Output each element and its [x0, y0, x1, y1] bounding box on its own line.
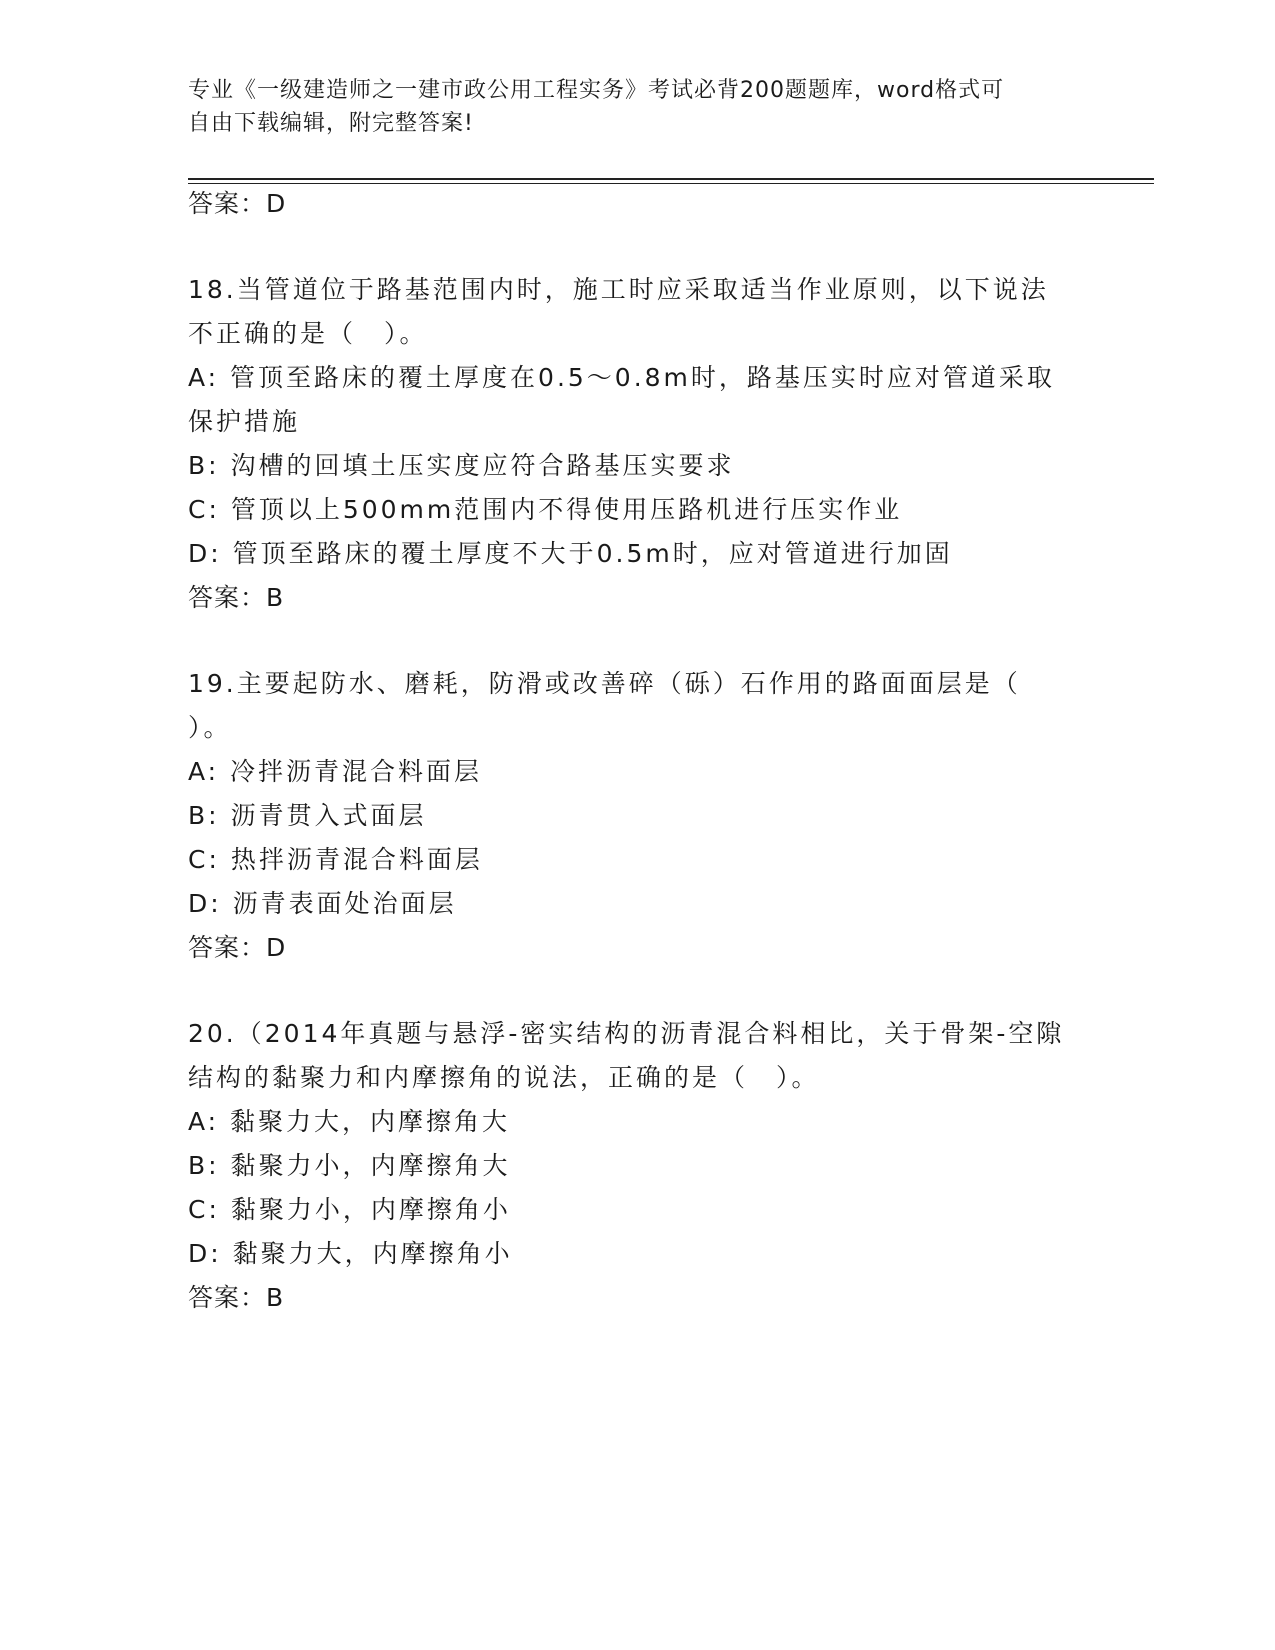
header-line-1: 专业《一级建造师之一建市政公用工程实务》考试必背200题题库，word格式可: [188, 78, 1005, 103]
q20-option-c: C: 黏聚力小，内摩擦角小: [188, 1195, 511, 1224]
q18-option-c: C: 管顶以上500mm范围内不得使用压路机进行压实作业: [188, 495, 903, 524]
q19-answer: 答案：D: [188, 933, 287, 962]
q19-option-d: D: 沥青表面处治面层: [188, 889, 457, 918]
q19-stem-line-1: 19.主要起防水、磨耗，防滑或改善碎（砾）石作用的路面面层是（: [188, 669, 1021, 698]
page-header: [188, 74, 1068, 140]
q19-option-c: C: 热拌沥青混合料面层: [188, 845, 483, 874]
q19-option-b: B: 沥青贯入式面层: [188, 801, 427, 830]
q18-option-a: A: 管顶至路床的覆土厚度在0.5～0.8m时，路基压实时应对管道采取: [188, 363, 1055, 392]
q20-stem-line-1: 20.（2014年真题与悬浮-密实结构的沥青混合料相比，关于骨架-空隙: [188, 1019, 1065, 1048]
answer-previous: 答案：D: [188, 189, 287, 218]
q18-answer: 答案：B: [188, 583, 285, 612]
q19-option-a: A: 冷拌沥青混合料面层: [188, 757, 483, 786]
q18-stem-line-2: 不正确的是（ ）。: [188, 319, 428, 348]
q19-stem-line-2: ）。: [188, 713, 232, 742]
q18-option-b: B: 沟槽的回填土压实度应符合路基压实要求: [188, 451, 735, 480]
q18-option-d: D: 管顶至路床的覆土厚度不大于0.5m时，应对管道进行加固: [188, 539, 953, 568]
q20-option-b: B: 黏聚力小，内摩擦角大: [188, 1151, 511, 1180]
q20-option-d: D: 黏聚力大，内摩擦角小: [188, 1239, 513, 1268]
header-divider-thick: [188, 178, 1154, 180]
q18-stem-line-1: 18.当管道位于路基范围内时，施工时应采取适当作业原则，以下说法: [188, 275, 1049, 304]
q20-option-a: A: 黏聚力大，内摩擦角大: [188, 1107, 511, 1136]
header-line-2: 自由下载编辑，附完整答案!: [188, 111, 474, 136]
header-divider-thin: [188, 183, 1154, 184]
q20-stem-line-2: 结构的黏聚力和内摩擦角的说法，正确的是（ ）。: [188, 1063, 820, 1092]
q20-answer: 答案：B: [188, 1283, 285, 1312]
q18-option-a-cont: 保护措施: [188, 407, 301, 436]
